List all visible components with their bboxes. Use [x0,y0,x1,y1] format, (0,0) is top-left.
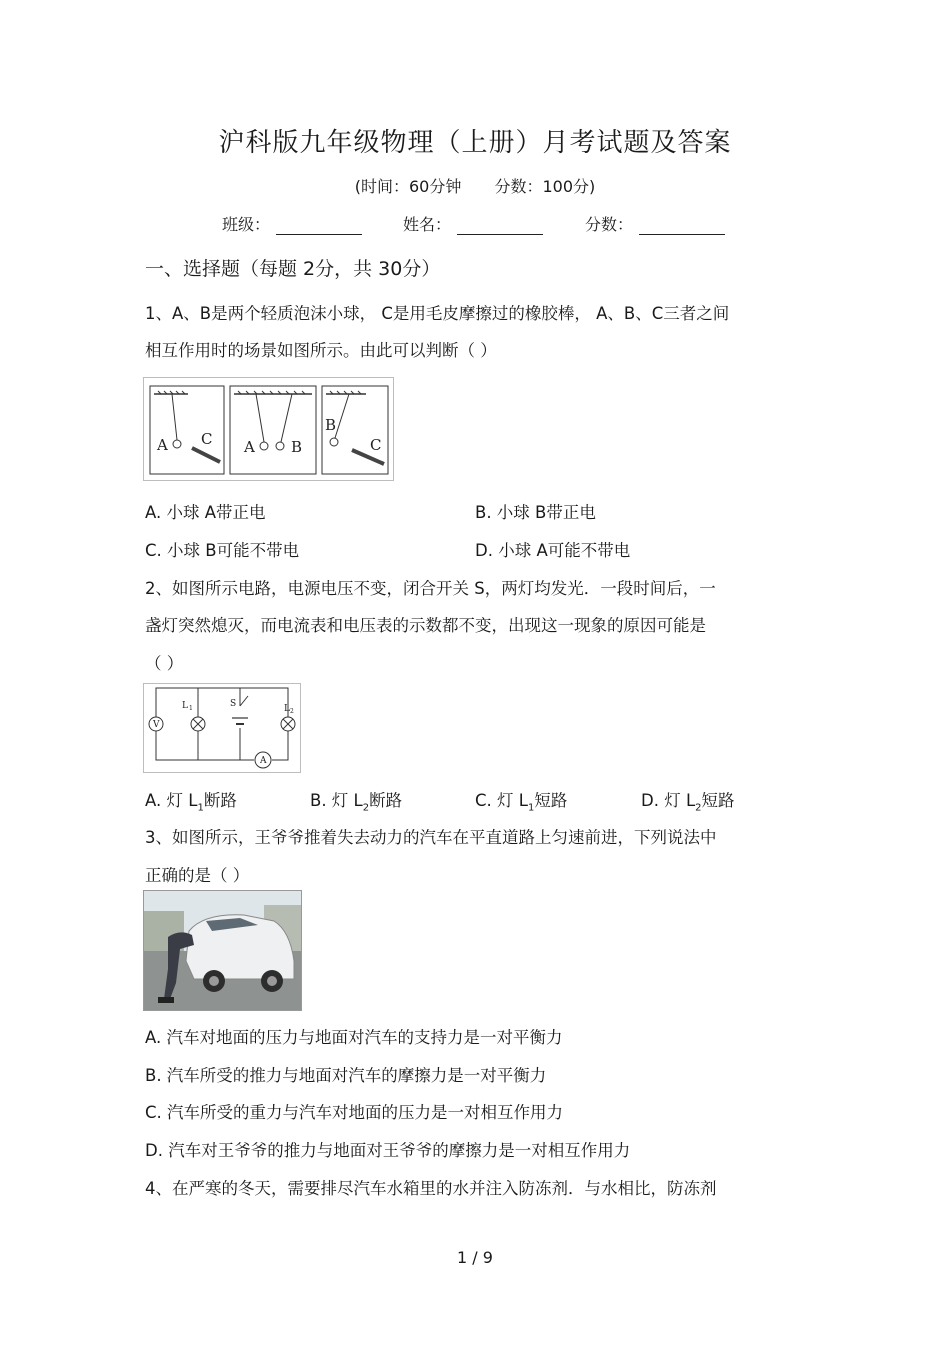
score-field [585,212,725,235]
q1-option-b[interactable]: B. 小球 B带正电 [475,503,596,522]
q2-circuit-diagram [144,684,300,772]
q3-stem-line2: 正确的是（ ） [145,866,250,885]
q1-option-c[interactable]: C. 小球 B可能不带电 [145,541,300,560]
name-field [403,212,543,235]
q2-label-l1: L [182,701,188,711]
q1-panel-2 [230,386,316,474]
score-blank [639,216,725,235]
exam-time: (时间：60分钟 [354,177,462,196]
q2-stem-line1: 2、如图所示电路，电源电压不变，闭合开关 S，两灯均发光．一段时间后，一 [145,579,716,598]
q3-photo [143,890,302,1011]
q2-label-a: A [260,756,267,766]
exam-total-score: 分数：100分) [494,177,596,196]
q1-option-d[interactable]: D. 小球 A可能不带电 [475,541,631,560]
q1-label-c3: C [370,436,382,454]
name-blank [457,216,543,235]
q2-option-b[interactable]: B. 灯 $L_2$断路 [310,791,403,814]
q4-stem-line1: 4、在严寒的冬天，需要排尽汽车水箱里的水并注入防冻剂．与水相比，防冻剂 [145,1179,717,1198]
q2-switch [240,696,248,706]
q1-pendulum-diagram [144,378,393,480]
svg-text:1: 1 [189,705,193,712]
q1-rod-c-1 [192,448,220,462]
q3-option-b[interactable]: B. 汽车所受的推力与地面对汽车的摩擦力是一对平衡力 [145,1066,547,1085]
q1-label-c1: C [201,430,213,448]
q2-option-a[interactable]: A. 灯 $L_1$断路 [145,791,237,814]
q3-car-push-image [144,891,301,1010]
q2-figure [143,683,301,773]
q1-stem-line1: 1、A、B是两个轻质泡沫小球， C是用毛皮摩擦过的橡胶棒， A、B、C三者之间 [145,304,730,323]
q3-stem-line1: 3、如图所示，王爷爷推着失去动力的汽车在平直道路上匀速前进，下列说法中 [145,828,717,847]
q1-option-a[interactable]: A. 小球 A带正电 [145,503,266,522]
exam-meta [0,174,950,197]
q2-label-v: V [153,720,160,730]
q2-label-s: S [230,699,237,709]
q1-label-a2: A [244,438,255,456]
q2-stem-line2: 盏灯突然熄灭，而电流表和电压表的示数都不变，出现这一现象的原因可能是 [145,616,706,635]
q1-figure [143,377,394,481]
q1-label-b3: B [325,416,337,434]
name-label: 姓名： [403,215,452,234]
page-number: 1 / 9 [457,1248,493,1267]
svg-text:2: 2 [290,708,294,715]
q2-stem-line3: （ ） [145,654,184,673]
q1-label-a1: A [157,436,168,454]
q3-option-d[interactable]: D. 汽车对王爷爷的推力与地面对王爷爷的摩擦力是一对相互作用力 [145,1141,631,1160]
q1-stem-line2: 相互作用时的场景如图所示。由此可以判断（ ） [145,341,497,360]
q3-option-c[interactable]: C. 汽车所受的重力与汽车对地面的压力是一对相互作用力 [145,1103,564,1122]
class-blank [276,216,362,235]
q2-label-l2: L [284,704,290,714]
q1-label-b2: B [291,438,303,456]
section-heading: 一、选择题（每题 2分，共 30分） [145,258,441,280]
q2-option-c[interactable]: C. 灯 $L_1$短路 [475,791,568,814]
q2-option-d[interactable]: D. 灯 $L_2$短路 [641,791,735,814]
class-label: 班级： [222,215,271,234]
score-label: 分数： [585,215,634,234]
q3-option-a[interactable]: A. 汽车对地面的压力与地面对汽车的支持力是一对平衡力 [145,1028,563,1047]
q1-panel-1 [150,386,224,474]
page-title: 沪科版九年级物理（上册）月考试题及答案 [218,128,732,158]
class-field [222,212,362,235]
